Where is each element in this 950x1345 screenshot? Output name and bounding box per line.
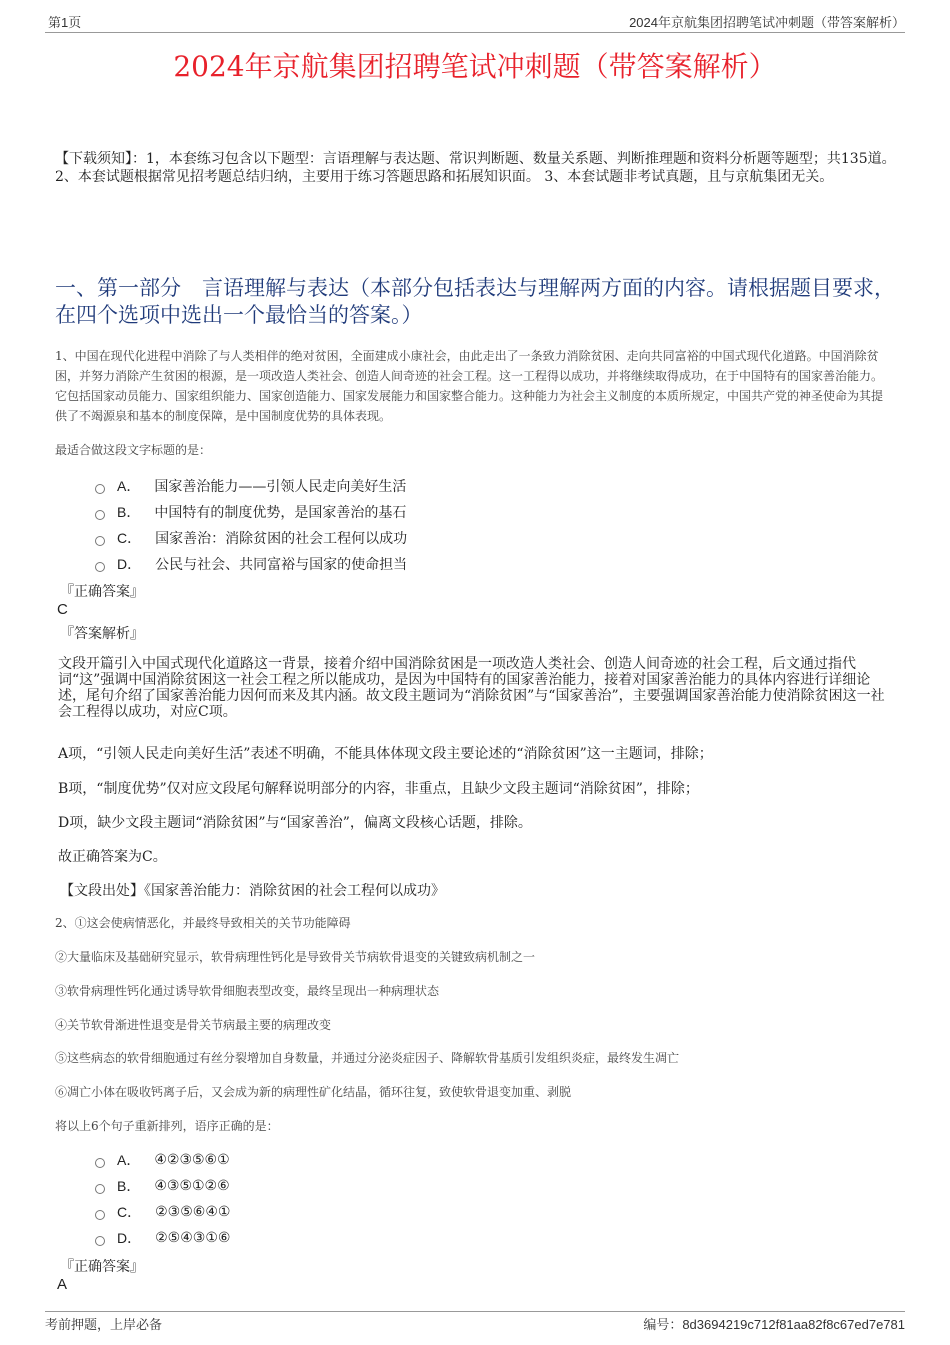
section-heading: 一、第一部分 言语理解与表达（本部分包括表达与理解两方面的内容。请根据题目要求，在四个选项中选出一个最恰当的答案。） — [55, 276, 895, 327]
question-1-text: 1、中国在现代化进程中消除了与人类相伴的绝对贫困，全面建成小康社会，由此走出了一条致力消除贫困、走向共同富裕的中国式现代化道路。中国消除贫困，并努力消除产生贫困的根源，是一项改造人类社会、创造人间奇迹的社会工程。这一工程得以成功，并将继续取得成功，在于中国特有的国家善治能力。它包括国家动员能力、国家组织能力、国家创造能力、国家发展能力和国家整合能力。这种能力为社会主义制度的本质所规定，中国共产党的神圣使命为其提供了不竭源泉和基本的制度保障，是中国制度优势的具体表现。 — [55, 349, 884, 423]
question-2-sentence: ⑥凋亡小体在吸收钙离子后，又会成为新的病理性矿化结晶，循环往复，致使软骨退变加重、剥脱 — [55, 1085, 572, 1099]
footer-code-value: 8d3694219c712f81aa82f8c67ed7e781 — [682, 1317, 905, 1332]
option-text: ②⑤④③①⑥ — [155, 1230, 231, 1246]
option-letter: B． — [117, 1178, 141, 1194]
question-1-option-d[interactable] — [95, 551, 695, 577]
question-1-option-a[interactable] — [95, 473, 695, 499]
question-2-option-a[interactable] — [95, 1147, 695, 1173]
answer-value: C — [57, 601, 68, 618]
question-2-sentence: ③软骨病理性钙化通过诱导软骨细胞表型改变，最终呈现出一种病理状态 — [55, 984, 440, 998]
question-2-option-b[interactable] — [95, 1173, 695, 1199]
question-1-options — [95, 473, 695, 577]
option-text: 国家善治：消除贫困的社会工程何以成功 — [155, 531, 408, 547]
question-2-option-d[interactable] — [95, 1225, 695, 1251]
analysis-option-a: A项，“引领人民走向美好生活”表述不明确，不能具体体现文段主要论述的“消除贫困”这一主题词，排除； — [58, 746, 713, 762]
radio-icon[interactable] — [95, 510, 105, 520]
radio-icon[interactable] — [95, 562, 105, 572]
answer-value: A — [57, 1276, 68, 1293]
answer-label: 『正确答案』 — [60, 1259, 144, 1275]
analysis-text: 文段开篇引入中国式现代化道路这一背景，接着介绍中国消除贫困是一项改造人类社会、创造人间奇迹的社会工程，后文通过指代词“这”强调中国消除贫困这一社会工程之所以能成功，是因为中国特有的国家善治能力，接着对国家善治能力的具体内容进行详细论述，尾句介绍了国家善治能力因何而来及其内涵。故文段主题词为“消除贫困”与“国家善治”，主要强调国家善治能力使消除贫困这一社会工程得以成功，对应C项。 — [58, 656, 885, 720]
header-divider — [45, 32, 905, 33]
question-1-prompt: 最适合做这段文字标题的是： — [55, 443, 212, 457]
question-2-options — [95, 1147, 695, 1251]
footer-divider — [45, 1311, 905, 1312]
radio-icon[interactable] — [95, 1158, 105, 1168]
option-letter: A． — [117, 1152, 141, 1168]
radio-icon[interactable] — [95, 1236, 105, 1246]
page-number: 第1页 — [48, 15, 82, 30]
analysis-label: 『答案解析』 — [60, 626, 144, 642]
option-text: ②③⑤⑥④① — [155, 1204, 231, 1220]
option-text: 国家善治能力——引领人民走向美好生活 — [154, 479, 407, 495]
footer-code — [643, 1314, 905, 1333]
footer-slogan: 考前押题，上岸必备 — [45, 1318, 163, 1333]
option-letter: C． — [117, 530, 142, 546]
question-1-option-b[interactable] — [95, 499, 695, 525]
header-doc-title: 2024年京航集团招聘笔试冲刺题（带答案解析） — [629, 15, 905, 30]
analysis-conclusion: 故正确答案为C。 — [58, 849, 167, 865]
option-text: 公民与社会、共同富裕与国家的使命担当 — [155, 557, 408, 573]
footer-code-label: 编号： — [643, 1318, 683, 1333]
question-1-option-c[interactable] — [95, 525, 695, 551]
option-text: 中国特有的制度优势，是国家善治的基石 — [154, 505, 407, 521]
analysis-option-b: B项，“制度优势”仅对应文段尾句解释说明部分的内容，非重点，且缺少文段主题词“消除贫困”，排除； — [58, 781, 699, 797]
option-text: ④③⑤①②⑥ — [154, 1178, 230, 1194]
question-2-sentence: ⑤这些病态的软骨细胞通过有丝分裂增加自身数量，并通过分泌炎症因子、降解软骨基质引发组织炎症，最终发生凋亡 — [55, 1051, 680, 1065]
download-notice: 【下载须知】：1，本套练习包含以下题型：言语理解与表达题、常识判断题、数量关系题、判断推理题和资料分析题等题型；共135道。 2、本套试题根据常见招考题总结归纳，主要用于练习答题思路和拓展知识面。 3、本套试题非考试真题，且与京航集团无关。 — [55, 151, 896, 185]
option-letter: D． — [117, 556, 142, 572]
radio-icon[interactable] — [95, 1210, 105, 1220]
option-letter: B． — [117, 504, 141, 520]
question-2-sentence: 2、①这会使病情恶化，并最终导致相关的关节功能障碍 — [55, 916, 351, 930]
option-letter: D． — [117, 1230, 142, 1246]
passage-source: 【文段出处】《国家善治能力：消除贫困的社会工程何以成功》 — [60, 883, 445, 899]
analysis-option-d: D项，缺少文段主题词“消除贫困”与“国家善治”，偏离文段核心话题，排除。 — [58, 815, 532, 831]
option-letter: A． — [117, 478, 141, 494]
answer-label: 『正确答案』 — [60, 584, 144, 600]
question-2-option-c[interactable] — [95, 1199, 695, 1225]
radio-icon[interactable] — [95, 484, 105, 494]
question-2-sentence: ②大量临床及基础研究显示，软骨病理性钙化是导致骨关节病软骨退变的关键致病机制之一 — [55, 950, 536, 964]
option-letter: C． — [117, 1204, 142, 1220]
radio-icon[interactable] — [95, 536, 105, 546]
page-title: 2024年京航集团招聘笔试冲刺题（带答案解析） — [173, 50, 777, 83]
option-text: ④②③⑤⑥① — [154, 1152, 230, 1168]
radio-icon[interactable] — [95, 1184, 105, 1194]
question-2-prompt: 将以上6个句子重新排列，语序正确的是： — [55, 1119, 279, 1133]
question-2-sentence: ④关节软骨渐进性退变是骨关节病最主要的病理改变 — [55, 1018, 332, 1032]
